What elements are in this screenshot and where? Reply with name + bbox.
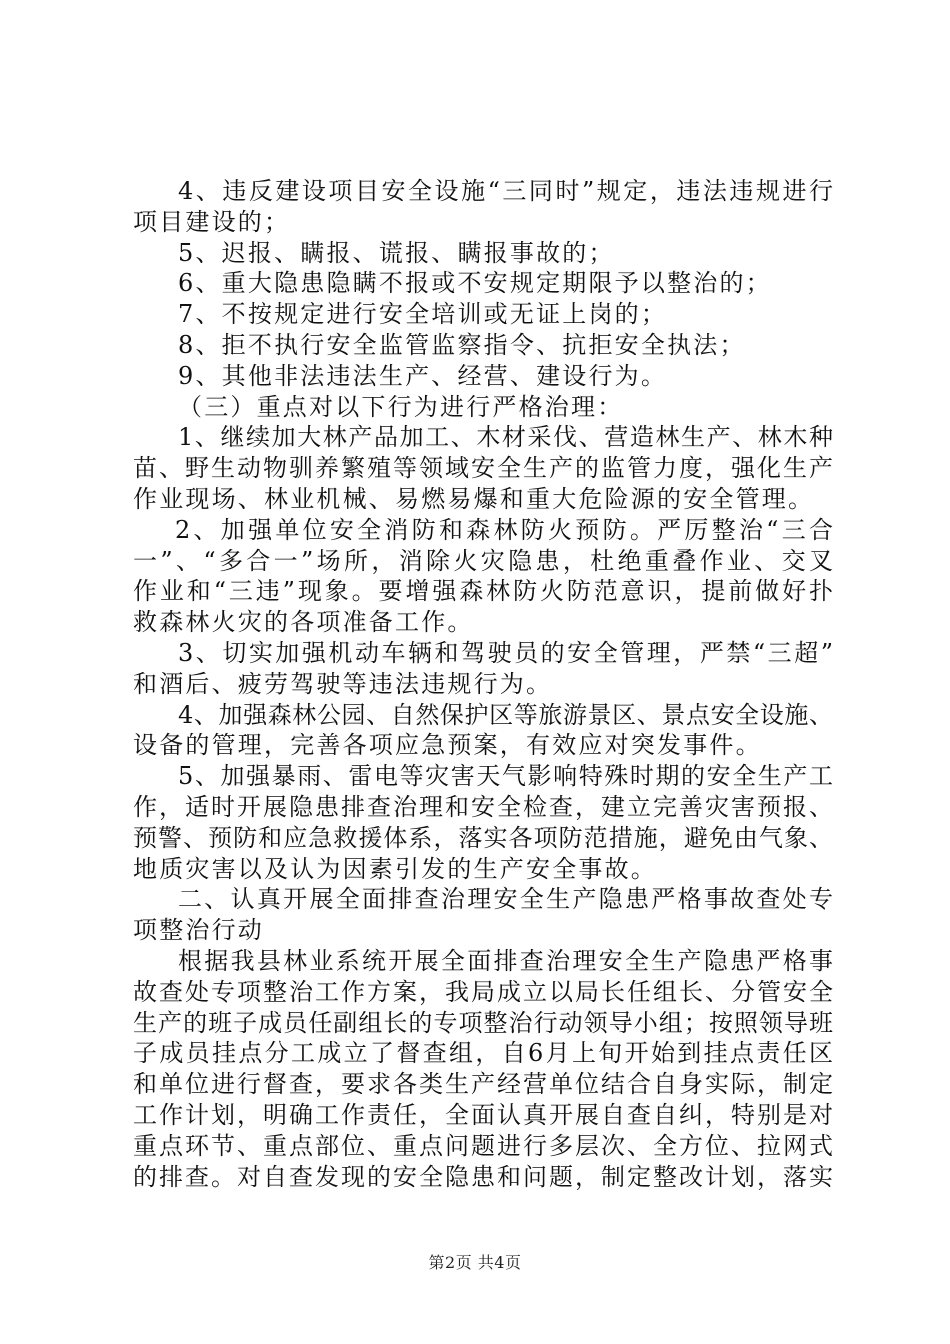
document-body <box>133 176 833 1192</box>
text-line: 作业和“三违”现象。要增强森林防火防范意识，提前做好扑 <box>133 577 833 606</box>
text-line: 地质灾害以及认为因素引发的生产安全事故。 <box>133 854 657 883</box>
text-line: 作，适时开展隐患排查治理和安全检查，建立完善灾害预报、 <box>133 792 833 821</box>
text-line: 和单位进行督查，要求各类生产经营单位结合自身实际，制定 <box>133 1070 833 1099</box>
text-line: 预警、预防和应急救援体系，落实各项防范措施，避免由气象、 <box>133 823 833 852</box>
text-line: 7、不按规定进行安全培训或无证上岗的； <box>178 300 668 329</box>
text-line: 5、加强暴雨、雷电等灾害天气影响特殊时期的安全生产工 <box>178 762 833 791</box>
text-line: 作业现场、林业机械、易燃易爆和重大危险源的安全管理。 <box>133 484 815 513</box>
text-line: 工作计划，明确工作责任，全面认真开展自查自纠，特别是对 <box>133 1100 833 1129</box>
text-line: 项目建设的； <box>133 207 291 236</box>
text-line: 6、重大隐患隐瞒不报或不安规定期限予以整治的； <box>178 269 772 298</box>
text-line: 苗、野生动物驯养繁殖等领域安全生产的监管力度，强化生产 <box>133 454 833 483</box>
text-line: 二、认真开展全面排查治理安全生产隐患严格事故查处专 <box>178 885 833 914</box>
text-line: 5、迟报、瞒报、谎报、瞒报事故的； <box>178 238 615 267</box>
text-line: 子成员挂点分工成立了督查组，自6月上旬开始到挂点责任区 <box>133 1039 833 1068</box>
text-line: 项整治行动 <box>133 916 264 945</box>
text-line: 生产的班子成员任副组长的专项整治行动领导小组；按照领导班 <box>133 1008 833 1037</box>
text-line: 设备的管理，完善各项应急预案，有效应对突发事件。 <box>133 731 762 760</box>
text-line: 4、违反建设项目安全设施“三同时”规定，违法违规进行 <box>178 177 833 205</box>
text-line: （三）重点对以下行为进行严格治理： <box>178 392 624 421</box>
text-line: 1、继续加大林产品加工、木材采伐、营造林生产、林木种 <box>178 423 833 452</box>
text-line: 8、拒不执行安全监管监察指令、抗拒安全执法； <box>178 330 746 359</box>
text-line: 重点环节、重点部位、重点问题进行多层次、全方位、拉网式 <box>133 1131 833 1160</box>
page-footer: 第2页 共4页 <box>428 1253 522 1272</box>
text-line: 3、切实加强机动车辆和驾驶员的安全管理，严禁“三超” <box>178 638 833 667</box>
text-line: 2、加强单位安全消防和森林防火预防。严厉整治“三合 <box>175 515 833 544</box>
text-line: 一”、“多合一”场所，消除火灾隐患，杜绝重叠作业、交叉 <box>133 546 833 575</box>
text-line: 4、加强森林公园、自然保护区等旅游景区、景点安全设施、 <box>178 700 833 729</box>
text-line: 故查处专项整治工作方案，我局成立以局长任组长、分管安全 <box>133 977 833 1006</box>
text-line: 9、其他非法违法生产、经营、建设行为。 <box>178 361 668 390</box>
text-line: 和酒后、疲劳驾驶等违法违规行为。 <box>133 669 553 698</box>
text-line: 的排查。对自查发现的安全隐患和问题，制定整改计划，落实 <box>133 1162 833 1191</box>
text-line: 根据我县林业系统开展全面排查治理安全生产隐患严格事 <box>178 946 833 975</box>
text-line: 救森林火灾的各项准备工作。 <box>133 608 474 637</box>
